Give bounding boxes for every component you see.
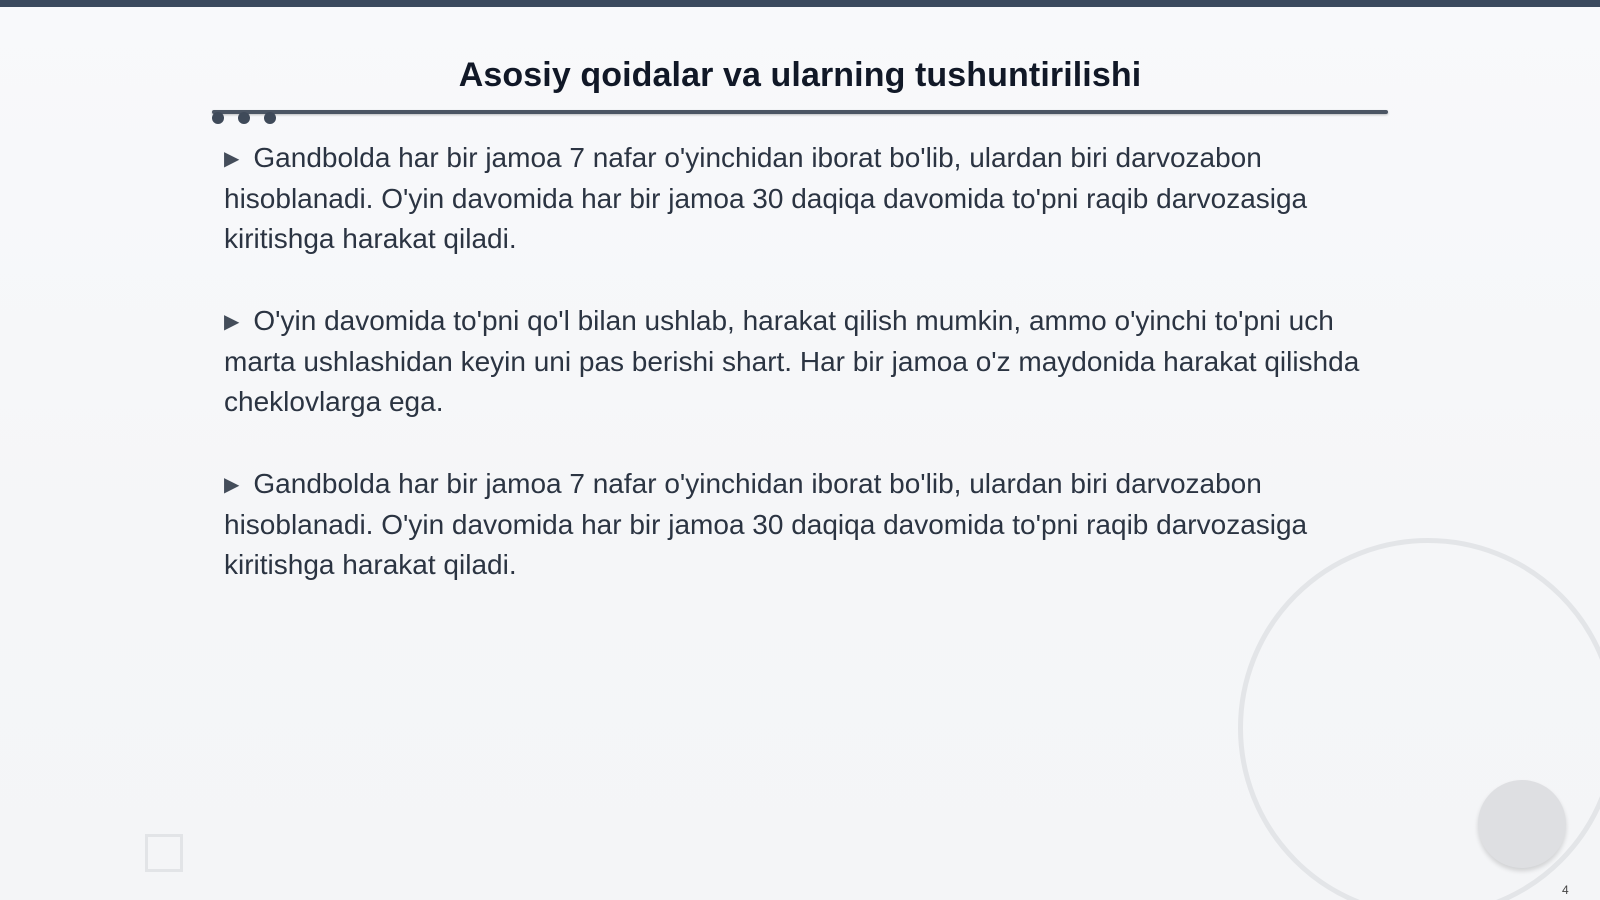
bullet-list xyxy=(224,138,1374,627)
title-underline xyxy=(212,110,1388,114)
decorative-square xyxy=(145,834,183,872)
dot-icon xyxy=(212,112,224,124)
bullet-item xyxy=(224,301,1374,422)
bullet-text: Gandbolda har bir jamoa 7 nafar o'yinchidan iborat bo'lib, ulardan biri darvozabon hisoblanadi. O'yin davomida har bir jamoa 30 daqiqa davomida to'pni raqib darvozasiga kiritishga harakat qiladi. xyxy=(224,142,1308,254)
dot-icon xyxy=(264,112,276,124)
bullet-item xyxy=(224,464,1374,585)
bullet-text: Gandbolda har bir jamoa 7 nafar o'yinchidan iborat bo'lib, ulardan biri darvozabon hisoblanadi. O'yin davomida har bir jamoa 30 daqiqa davomida to'pni raqib darvozasiga kiritishga harakat qiladi. xyxy=(224,468,1308,580)
bullet-item xyxy=(224,138,1374,259)
triangle-right-icon: ▶ xyxy=(224,474,240,496)
dot-icon xyxy=(238,112,250,124)
decorative-circle xyxy=(1478,780,1566,868)
slide-title: Asosiy qoidalar va ularning tushuntirilishi xyxy=(458,56,1142,94)
triangle-right-icon: ▶ xyxy=(224,311,240,333)
triangle-right-icon: ▶ xyxy=(224,148,240,170)
page-number: 4 xyxy=(1562,883,1569,897)
top-accent-bar xyxy=(0,0,1600,7)
bullet-text: O'yin davomida to'pni qo'l bilan ushlab, harakat qilish mumkin, ammo o'yinchi to'pni uch marta ushlashidan keyin uni pas berishi shart. Har bir jamoa o'z maydonida harakat qilishda cheklovlarga ega. xyxy=(224,305,1360,417)
